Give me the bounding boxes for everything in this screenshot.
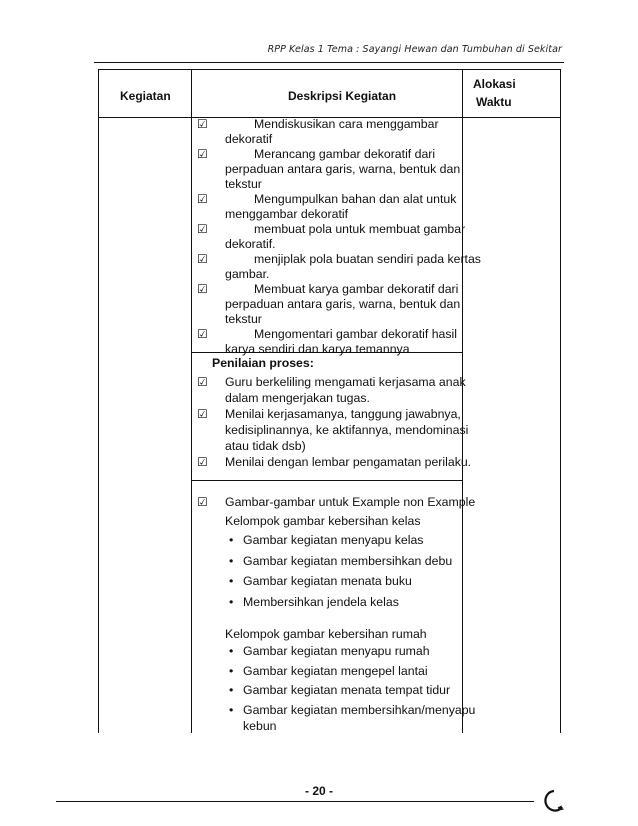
bullet-icon: •: [229, 553, 234, 568]
header-deskripsi: Deskripsi Kegiatan: [288, 89, 397, 103]
step-line: menjiplak pola buatan sendiri pada kertas: [254, 252, 481, 266]
row-divider-2: [191, 480, 463, 481]
step-line: Merancang gambar dekoratif dari: [254, 147, 436, 161]
group2-title: Kelompok gambar kebersihan rumah: [225, 627, 427, 641]
bullet-item: Gambar kegiatan membersihkan debu: [243, 553, 453, 568]
penilaian-line: Menilai kerjasamanya, tanggung jawabnya,: [225, 407, 461, 421]
checkbox-icon: ☑: [197, 192, 208, 206]
step-line: perpaduan antara garis, warna, bentuk dan: [225, 297, 461, 311]
checkbox-icon: ☑: [197, 147, 208, 161]
penilaian-title: Penilaian proses:: [212, 356, 314, 370]
running-header: RPP Kelas 1 Tema : Sayangi Hewan dan Tumbuhan di Sekitar: [267, 44, 562, 55]
penilaian-line: dalam mengerjakan tugas.: [225, 391, 370, 405]
step-line: menggambar dekoratif: [225, 207, 349, 221]
bullet-icon: •: [229, 644, 234, 658]
bullet-item: Gambar kegiatan menata tempat tidur: [243, 683, 451, 698]
checkbox-icon: ☑: [197, 282, 208, 296]
bullet-icon: •: [229, 574, 234, 588]
step-line: perpaduan antara garis, warna, bentuk dan: [225, 162, 461, 176]
bullet-item: Membersihkan jendela kelas: [243, 594, 399, 609]
bullet-icon: •: [229, 703, 234, 718]
checkbox-icon: ☑: [197, 252, 208, 266]
step-line: karya sendiri dan karya temannya: [225, 342, 410, 356]
penilaian-line: Menilai dengan lembar pengamatan perilaku.: [225, 455, 472, 469]
table-border-top: [98, 69, 561, 70]
bullet-icon: •: [229, 533, 234, 547]
bullet-item: Gambar kegiatan menata buku: [243, 574, 412, 588]
penilaian-line: Guru berkeliling mengamati kerjasama anak: [225, 375, 466, 389]
bullet-icon: •: [229, 663, 234, 678]
checkbox-icon: ☑: [197, 407, 208, 421]
header-waktu: Waktu: [476, 95, 512, 109]
group1-title: Kelompok gambar kebersihan kelas: [225, 514, 421, 528]
bullet-icon: •: [229, 594, 234, 609]
step-line: Mendiskusikan cara menggambar: [254, 117, 439, 131]
table-col-divider-1: [191, 69, 192, 733]
step-line: Membuat karya gambar dekoratif dari: [254, 282, 459, 296]
header-rule: [94, 62, 564, 63]
checkbox-icon: ☑: [197, 222, 208, 236]
table-col-divider-2: [462, 69, 463, 733]
step-line: tekstur: [225, 177, 262, 191]
bullet-item: Gambar kegiatan membersihkan/menyapu: [243, 703, 476, 718]
checkbox-icon: ☑: [197, 455, 208, 469]
step-line: tekstur: [225, 312, 262, 326]
bullet-item: Gambar kegiatan menyapu kelas: [243, 533, 424, 547]
table-border-left: [98, 69, 99, 733]
checkbox-icon: ☑: [197, 117, 208, 131]
bullet-item: Gambar kegiatan menyapu rumah: [243, 644, 430, 658]
penilaian-line: atau tidak dsb): [225, 439, 306, 453]
penilaian-line: kedisiplinannya, ke aktifannya, mendominasi: [225, 423, 469, 437]
step-line: Mengumpulkan bahan dan alat untuk: [254, 192, 457, 206]
header-alokasi: Alokasi: [473, 77, 516, 91]
bullet-icon: •: [229, 683, 234, 698]
step-line: Mengomentari gambar dekoratif hasil: [254, 327, 458, 341]
bullet-item: Gambar kegiatan mengepel lantai: [243, 663, 428, 678]
step-line: membuat pola untuk membuat gambar: [254, 222, 466, 236]
publisher-logo-icon: [538, 788, 568, 814]
page-number: - 20 -: [304, 784, 333, 798]
footer-rule: [56, 801, 534, 802]
step-line: dekoratif.: [225, 237, 276, 251]
gambar-intro: Gambar-gambar untuk Example non Example: [225, 495, 476, 509]
header-kegiatan: Kegiatan: [120, 89, 171, 103]
checkbox-icon: ☑: [197, 327, 208, 341]
table-border-right: [560, 69, 561, 733]
step-line: dekoratif: [225, 132, 273, 146]
step-line: gambar.: [225, 267, 270, 281]
checkbox-icon: ☑: [197, 375, 208, 389]
checkbox-icon: ☑: [197, 495, 208, 509]
group2-last-line2: kebun: [243, 719, 277, 733]
